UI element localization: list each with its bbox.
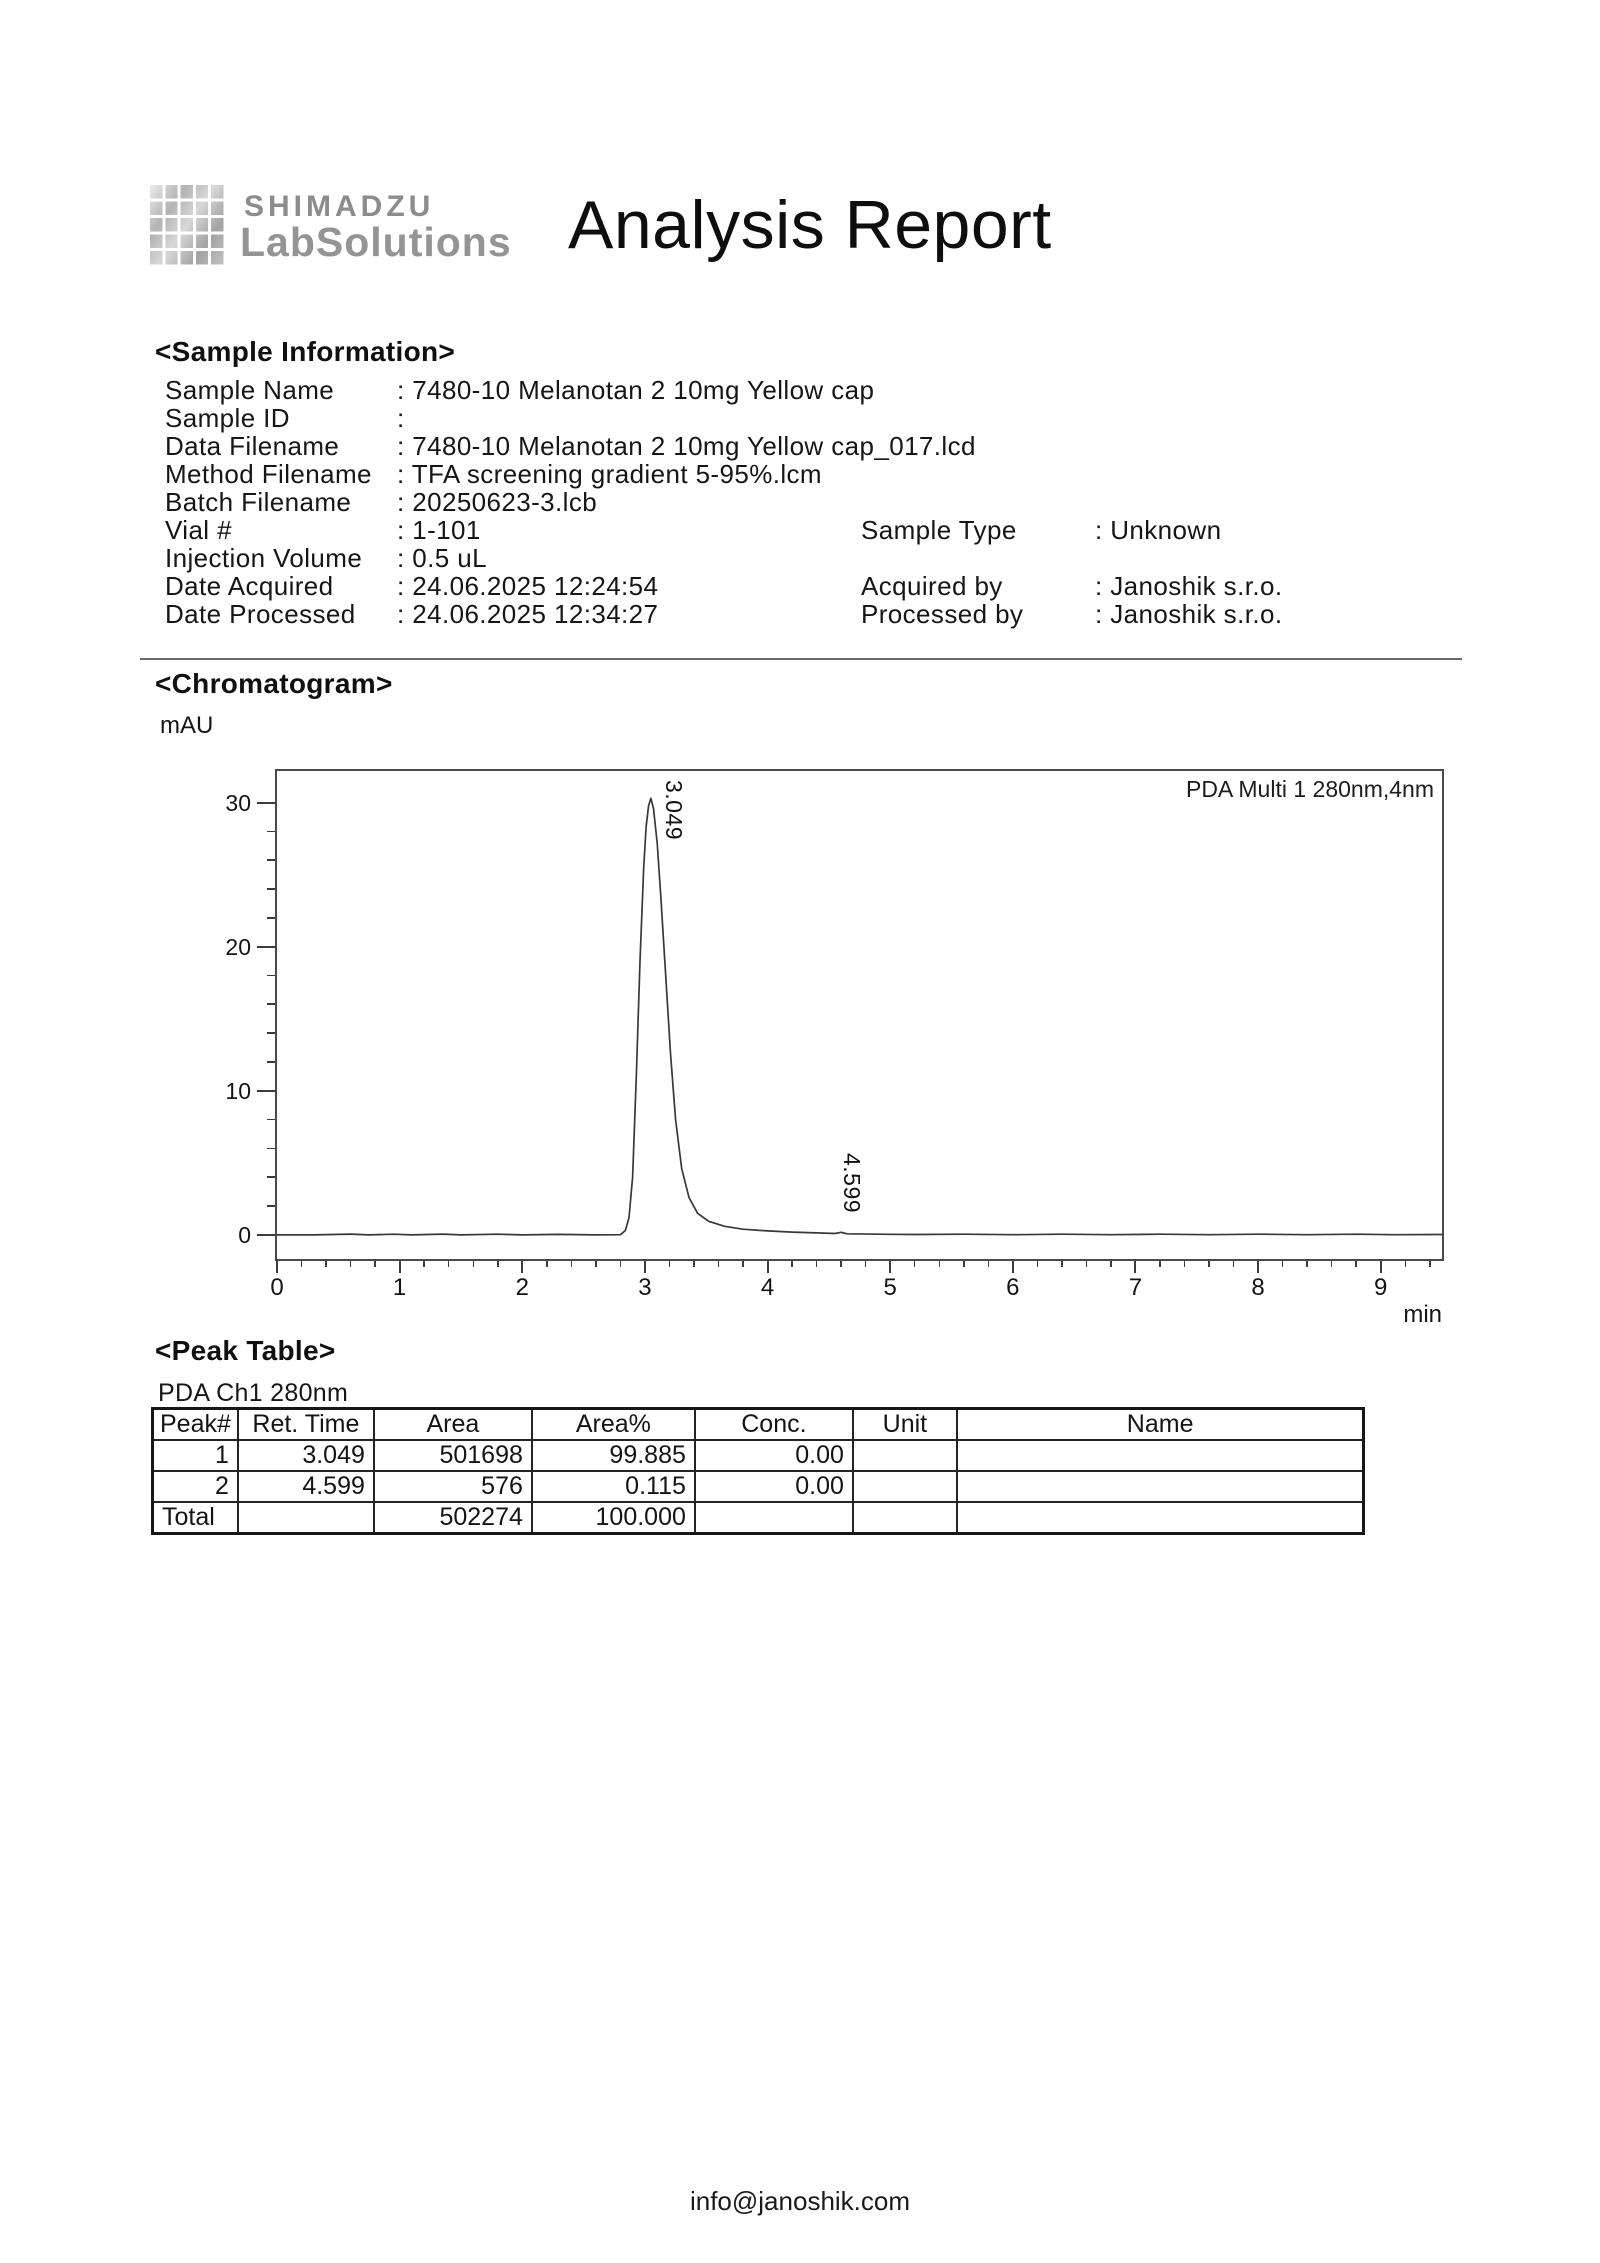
sample-info-label: Sample Name <box>165 375 335 405</box>
peak-table-cell: Total <box>153 1502 238 1534</box>
x-axis-minor-tick <box>1208 1261 1210 1267</box>
x-axis-minor-tick <box>669 1261 671 1267</box>
sample-information-heading: <Sample Information> <box>155 336 456 367</box>
peak-retention-label: 3.049 <box>660 780 687 841</box>
x-axis-tick-label: 5 <box>883 1274 897 1301</box>
shimadzu-logo-icon <box>150 185 224 265</box>
sample-info-row <box>165 432 1525 460</box>
y-axis-minor-tick <box>267 859 275 861</box>
y-axis-minor-tick <box>267 975 275 977</box>
peak-table-header-cell: Peak# <box>153 1409 238 1441</box>
x-axis-minor-tick <box>325 1261 327 1267</box>
x-axis-minor-tick <box>1110 1261 1112 1267</box>
sample-info-value: : 7480-10 Melanotan 2 10mg Yellow cap <box>397 375 875 405</box>
y-axis-major-tick <box>257 802 275 804</box>
x-axis-minor-tick <box>840 1261 842 1267</box>
peak-table-cell <box>695 1502 853 1534</box>
peak-table-header-cell: Unit <box>853 1409 957 1441</box>
x-axis-tick-label: 1 <box>392 1274 407 1301</box>
x-axis-major-tick <box>767 1261 769 1273</box>
y-axis-unit-label: mAU <box>160 712 214 739</box>
peak-table-cell: 502274 <box>374 1502 532 1534</box>
sample-info-value: : Janoshik s.r.o. <box>1095 599 1283 629</box>
x-axis-minor-tick <box>816 1261 818 1267</box>
sample-info-row <box>165 544 1525 572</box>
peak-table-cell: 3.049 <box>238 1440 374 1471</box>
x-axis-minor-tick <box>988 1261 990 1267</box>
x-axis-minor-tick <box>791 1261 793 1267</box>
peak-table-row <box>153 1502 1364 1534</box>
footer-email: info@janoshik.com <box>689 2186 911 2216</box>
sample-info-value: : 0.5 uL <box>397 543 487 573</box>
x-axis-major-tick <box>399 1261 401 1273</box>
peak-table-cell: 2 <box>153 1471 238 1502</box>
y-axis-tick-label: 30 <box>225 789 251 816</box>
peak-table-header-cell: Area <box>374 1409 532 1441</box>
sample-info-value: : 24.06.2025 12:24:54 <box>397 571 659 601</box>
peak-table-header-cell: Conc. <box>695 1409 853 1441</box>
y-axis-tick-label: 0 <box>238 1221 251 1248</box>
x-axis-tick-label: 3 <box>638 1274 652 1301</box>
x-axis-minor-tick <box>595 1261 597 1267</box>
y-axis-minor-tick <box>267 1003 275 1005</box>
x-axis-minor-tick <box>1061 1261 1063 1267</box>
sample-info-value: : 20250623-3.lcb <box>397 487 598 517</box>
peak-table-cell: 0.00 <box>695 1471 853 1502</box>
sample-info-row <box>165 376 1525 404</box>
sample-info-label: Injection Volume <box>165 543 363 573</box>
y-axis-major-tick <box>257 1234 275 1236</box>
peak-table-channel: PDA Ch1 280nm <box>158 1379 349 1407</box>
peak-table-header-cell: Ret. Time <box>238 1409 374 1441</box>
peak-table-row <box>153 1471 1364 1502</box>
sample-information-list <box>165 376 1525 628</box>
x-axis-minor-tick <box>1331 1261 1333 1267</box>
x-axis-minor-tick <box>718 1261 720 1267</box>
peak-table-cell <box>957 1502 1364 1534</box>
sample-info-value: : Unknown <box>1095 515 1222 545</box>
x-axis-minor-tick <box>620 1261 622 1267</box>
x-axis-major-tick <box>1257 1261 1259 1273</box>
sample-info-label: Batch Filename <box>165 487 352 517</box>
peak-table-cell <box>238 1502 374 1534</box>
peak-table-header-cell: Name <box>957 1409 1364 1441</box>
x-axis-minor-tick <box>350 1261 352 1267</box>
sample-info-value: : 7480-10 Melanotan 2 10mg Yellow cap_017.lcd <box>397 431 976 461</box>
page-title: Analysis Report <box>568 187 1052 263</box>
peak-table-cell <box>853 1502 957 1534</box>
peak-table-row <box>153 1440 1364 1471</box>
peak-table-cell <box>957 1440 1364 1471</box>
y-axis-minor-tick <box>267 1205 275 1207</box>
peak-table-cell: 1 <box>153 1440 238 1471</box>
sample-info-row <box>861 572 1282 600</box>
y-axis-major-tick <box>257 946 275 948</box>
x-axis-tick-label: 4 <box>760 1274 775 1301</box>
x-axis-minor-tick <box>1184 1261 1186 1267</box>
x-axis-minor-tick <box>374 1261 376 1267</box>
sample-info-label: Processed by <box>861 599 1024 629</box>
sample-info-row <box>165 600 1525 628</box>
peak-table-cell: 576 <box>374 1471 532 1502</box>
x-axis-minor-tick <box>1282 1261 1284 1267</box>
sample-info-value: : TFA screening gradient 5-95%.lcm <box>397 459 822 489</box>
x-axis-major-tick <box>1134 1261 1136 1273</box>
sample-info-label: Sample Type <box>861 515 1017 545</box>
y-axis-minor-tick <box>267 1061 275 1063</box>
peak-table-cell <box>853 1471 957 1502</box>
sample-info-label: Vial # <box>165 515 232 545</box>
peak-table-cell <box>957 1471 1364 1502</box>
x-axis-minor-tick <box>1429 1261 1431 1267</box>
peak-table-cell: 0.00 <box>695 1440 853 1471</box>
x-axis-minor-tick <box>693 1261 695 1267</box>
sample-info-row <box>165 488 1525 516</box>
sample-info-value: : 24.06.2025 12:34:27 <box>397 599 659 629</box>
x-axis-minor-tick <box>1086 1261 1088 1267</box>
sample-info-row <box>165 572 1525 600</box>
y-axis-minor-tick <box>267 888 275 890</box>
peak-table <box>151 1407 1365 1535</box>
x-axis-tick-label: 0 <box>270 1274 284 1301</box>
sample-info-value: : <box>397 403 405 433</box>
sample-info-label: Data Filename <box>165 431 340 461</box>
x-axis-minor-tick <box>963 1261 965 1267</box>
y-axis-minor-tick <box>267 1032 275 1034</box>
x-axis-minor-tick <box>546 1261 548 1267</box>
peak-table-header-cell: Area% <box>532 1409 695 1441</box>
x-axis-major-tick <box>889 1261 891 1273</box>
x-axis-minor-tick <box>1233 1261 1235 1267</box>
sample-info-value: : 1-101 <box>397 515 481 545</box>
sample-info-label: Sample ID <box>165 403 290 433</box>
x-axis-minor-tick <box>1405 1261 1407 1267</box>
y-axis-minor-tick <box>267 1176 275 1178</box>
section-divider <box>140 658 1462 660</box>
peak-table-cell: 4.599 <box>238 1471 374 1502</box>
peak-table-cell: 99.885 <box>532 1440 695 1471</box>
x-axis-minor-tick <box>914 1261 916 1267</box>
y-axis-minor-tick <box>267 1148 275 1150</box>
x-axis-minor-tick <box>448 1261 450 1267</box>
chromatogram-heading: <Chromatogram> <box>155 668 393 699</box>
x-axis-minor-tick <box>939 1261 941 1267</box>
x-axis-minor-tick <box>1159 1261 1161 1267</box>
x-axis-major-tick <box>521 1261 523 1273</box>
peak-table-grid <box>151 1407 1365 1535</box>
x-axis-minor-tick <box>1037 1261 1039 1267</box>
x-axis-minor-tick <box>1306 1261 1308 1267</box>
y-axis-tick-label: 20 <box>225 933 251 960</box>
peak-table-cell: 100.000 <box>532 1502 695 1534</box>
x-axis-minor-tick <box>865 1261 867 1267</box>
sample-info-row <box>165 516 1525 544</box>
x-axis-major-tick <box>1012 1261 1014 1273</box>
sample-info-label: Acquired by <box>861 571 1003 601</box>
peak-table-cell: 501698 <box>374 1440 532 1471</box>
x-axis-tick-label: 7 <box>1128 1274 1143 1301</box>
x-axis-major-tick <box>644 1261 646 1273</box>
sample-info-value: : Janoshik s.r.o. <box>1095 571 1283 601</box>
y-axis-tick-label: 10 <box>225 1077 251 1104</box>
sample-info-row <box>165 460 1525 488</box>
peak-table-cell <box>853 1440 957 1471</box>
x-axis-major-tick <box>276 1261 278 1273</box>
peak-table-cell: 0.115 <box>532 1471 695 1502</box>
x-axis-minor-tick <box>301 1261 303 1267</box>
chart-legend: PDA Multi 1 280nm,4nm <box>1185 776 1434 802</box>
x-axis-minor-tick <box>571 1261 573 1267</box>
y-axis-major-tick <box>257 1090 275 1092</box>
sample-info-row <box>861 516 1221 544</box>
sample-info-row <box>861 600 1282 628</box>
sample-info-label: Date Acquired <box>165 571 334 601</box>
y-axis-minor-tick <box>267 1119 275 1121</box>
x-axis-unit-label: min <box>1403 1301 1442 1328</box>
sample-info-row <box>165 404 1525 432</box>
x-axis-minor-tick <box>497 1261 499 1267</box>
chromatogram-plot <box>225 769 1444 1328</box>
x-axis-minor-tick <box>1355 1261 1357 1267</box>
y-axis-minor-tick <box>267 917 275 919</box>
peak-retention-label: 4.599 <box>839 1152 865 1213</box>
x-axis-minor-tick <box>742 1261 744 1267</box>
x-axis-minor-tick <box>473 1261 475 1267</box>
x-axis-tick-label: 6 <box>1006 1274 1020 1301</box>
x-axis-tick-label: 2 <box>515 1274 529 1301</box>
sample-info-label: Date Processed <box>165 599 356 629</box>
y-axis-minor-tick <box>267 831 275 833</box>
peak-table-heading: <Peak Table> <box>155 1335 336 1366</box>
x-axis-tick-label: 9 <box>1374 1274 1388 1301</box>
x-axis-tick-label: 8 <box>1251 1274 1265 1301</box>
brand-labsolutions: LabSolutions <box>240 219 512 265</box>
peak-table-header-row <box>153 1409 1364 1441</box>
x-axis-minor-tick <box>423 1261 425 1267</box>
x-axis-major-tick <box>1380 1261 1382 1273</box>
sample-info-label: Method Filename <box>165 459 372 489</box>
brand-shimadzu: SHIMADZU <box>244 190 435 223</box>
